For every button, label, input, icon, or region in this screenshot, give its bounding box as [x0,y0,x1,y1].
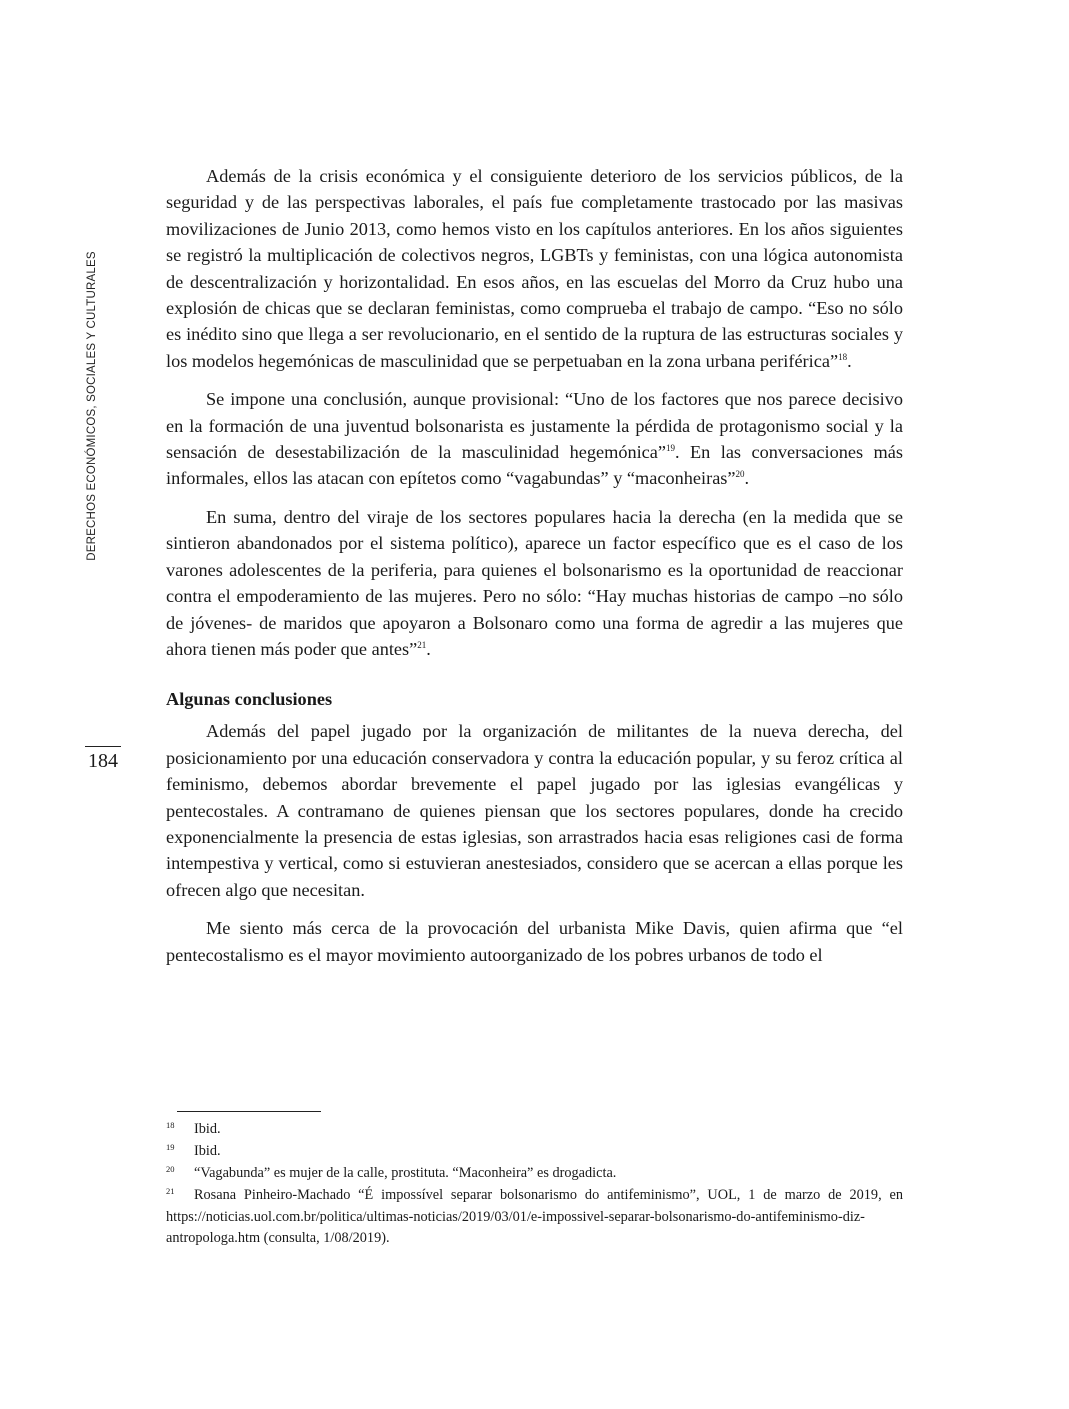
footnote [166,1163,903,1185]
footnotes [166,1119,903,1249]
footnote-ref[interactable]: 19 [666,443,676,454]
footnote [166,1141,903,1163]
footnote-text: Ibid. [194,1121,221,1137]
footnote [166,1185,903,1249]
footnote-number: 20 [166,1164,175,1174]
paragraph: Además de la crisis económica y el consiguiente deterioro de los servicios públicos, de la seguridad y de las perspectivas laborales, el país fue completamente trastocado por las masivas movilizaciones de Junio 2013, como hemos visto en los capítulos anteriores. En los años siguientes se registró la multiplicación de colectivos negros, LGBTs y feministas, con una lógica autonomista de descentralización y horizontalidad. En esos años, en las escuelas del Morro da Cruz hubo una explosión de chicas que se declaran feministas, como comprueba el trabajo de campo. “Eso no sólo es inédito sino que llega a ser revolucionario, en el sentido de la ruptura de las estructuras sociales y los modelos hegemónicas de masculinidad que se perpetuaban en la zona urbana periférica”$^{18}$. [166,166,903,371]
footnote-ref[interactable]: 20 [735,469,745,480]
page-number-rule [85,746,121,747]
footnote-text: “Vagabunda” es mujer de la calle, prostituta. “Maconheira” es drogadicta. [194,1165,617,1181]
running-head-text: DERECHOS ECONÓMICOS, SOCIALES Y CULTURALES [86,251,98,561]
footnote-number: 21 [166,1186,175,1196]
section-heading: Algunas conclusiones [166,689,333,710]
footnote-separator [177,1111,321,1112]
paragraph: Me siento más cerca de la provocación del urbanista Mike Davis, quien afirma que “el pentecostalismo es el mayor movimiento autoorganizado de los pobres urbanos de todo el [166,918,903,965]
paragraph: Se impone una conclusión, aunque provisional: “Uno de los factores que nos parece decisivo en la formación de una juventud bolsonarista es justamente la pérdida de protagonismo social y la sensación de desestabilización de la masculinidad hegemónica”$^{19}$. En las conversaciones más informales, ellos las atacan con epítetos como “vagabundas” y “maconheiras”$^{20}$. [166,389,903,489]
footnote-text: Ibid. [194,1143,221,1159]
paragraph: Además del papel jugado por la organización de militantes de la nueva derecha, del posicionamiento por una educación conservadora y contra la educación popular, y su feroz crítica al feminismo, debemos abordar brevemente el papel jugado por las iglesias evangélicas y pentecostales. A contramano de quienes piensan que los sectores populares, donde ha crecido exponencialmente la presencia de estas iglesias, son arrastrados hacia esas religiones casi de forma intempestiva y vertical, como si estuvieran anestesiados, considero que se acercan a ellas porque les ofrecen algo que necesitan. [166,721,903,900]
footnote-number: 19 [166,1142,175,1152]
footnote-text[interactable]: Rosana Pinheiro-Machado “É impossível separar bolsonarismo do antifeminismo”, UOL, 1 de marzo de 2019, en https://noticias.uol.com.br/politica/ultimas-noticias/2019/03/01/e-impossivel-separar-bolsonarismo-do-antifeminismo-diz-antropologa.htm (consulta, 1/08/2019). [166,1187,903,1246]
footnote-number: 18 [166,1120,175,1130]
paragraph: En suma, dentro del viraje de los sectores populares hacia la derecha (en la medida que se sintieron abandonados por el sistema político), aparece un factor específico que es el caso de los varones adolescentes de la periferia, para quienes el bolsonarismo es la oportunidad de reaccionar contra el empoderamiento de las mujeres. Pero no sólo: “Hay muchas historias de campo –no sólo de jóvenes- de maridos que apoyaron a Bolsonaro como una forma de agredir a las mujeres que ahora tienen más poder que antes”$^{21}$. [166,506,903,659]
page-number: 184 [88,750,118,772]
footnote-ref[interactable]: 18 [838,351,848,362]
footnote [166,1119,903,1141]
footnote-ref[interactable]: 21 [417,639,427,650]
body-text [166,163,903,968]
